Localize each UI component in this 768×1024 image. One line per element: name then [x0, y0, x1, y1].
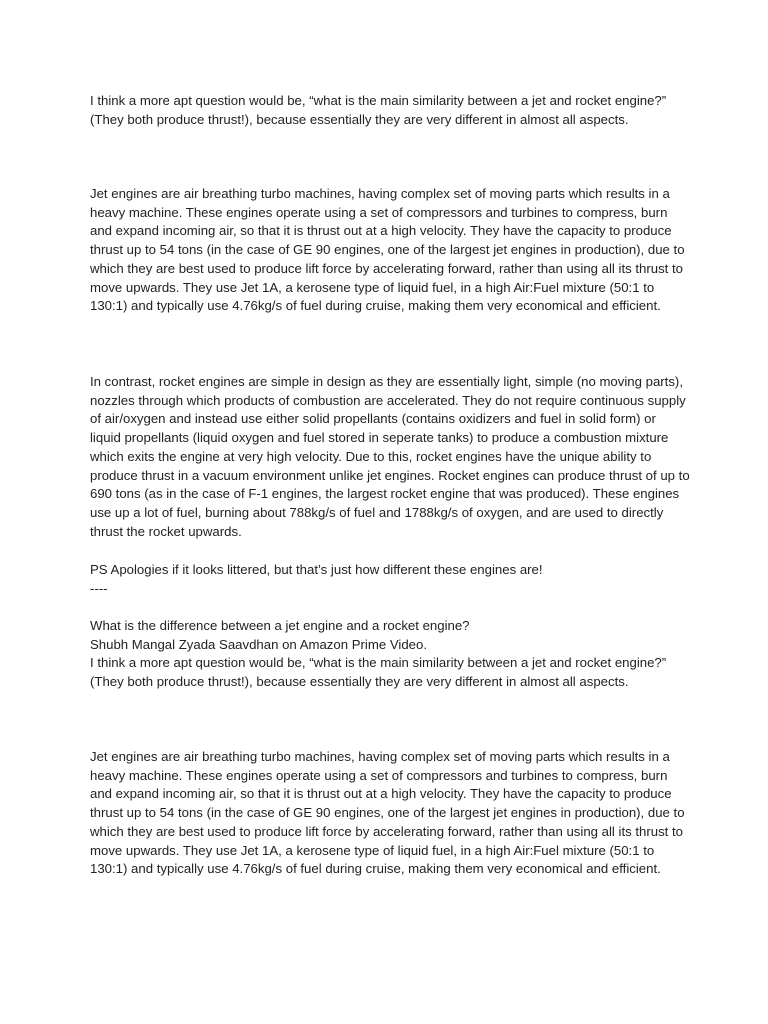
paragraph-jet-engines-repeat: Jet engines are air breathing turbo machines, having complex set of moving parts which results in a heavy machine. These engines operate using a set of compressors and turbines to compress, burn and expand incoming air, so that it is thrust out at a high velocity. They have the capacity to produce thrust up to 54 tons (in the case of GE 90 engines, one of the largest jet engines in production), due to which they are best used to produce lift force by accelerating forward, rather than using all its thrust to move upwards. They use Jet 1A, a kerosene type of liquid fuel, in a high Air:Fuel mixture (50:1 to 130:1) and typically use 4.76kg/s of fuel during cruise, making them very economical and efficient.	[90, 749, 685, 877]
paragraph-jet-engines: Jet engines are air breathing turbo machines, having complex set of moving parts which results in a heavy machine. These engines operate using a set of compressors and turbines to compress, burn and expand incoming air, so that it is thrust out at a high velocity. They have the capacity to produce thrust up to 54 tons (in the case of GE 90 engines, one of the largest jet engines in production), due to which they are best used to produce lift force by accelerating forward, rather than using all its thrust to move upwards. They use Jet 1A, a kerosene type of liquid fuel, in a high Air:Fuel mixture (50:1 to 130:1) and typically use 4.76kg/s of fuel during cruise, making them very economical and efficient.	[90, 186, 685, 314]
paragraph-question-and-source: What is the difference between a jet engine and a rocket engine? Shubh Mangal Zyada Saavdhan on Amazon Prime Video.	[90, 618, 470, 652]
paragraph-similarity-intro: I think a more apt question would be, “what is the main similarity between a jet and rocket engine?” (They both produce thrust!), because essentially they are very different in almost all aspects.	[90, 93, 667, 127]
paragraph-rocket-engines: In contrast, rocket engines are simple in design as they are essentially light, simple (no moving parts), nozzles through which products of combustion are accelerated. They do not require continuous supply of air/oxygen and instead use either solid propellants (contains oxidizers and fuel in solid form) or liquid propellants (liquid oxygen and fuel stored in seperate tanks) to produce a combustion mixture which exits the engine at very high velocity. Due to this, rocket engines have the unique ability to produce thrust in a vacuum environment unlike jet engines. Rocket engines can produce thrust of up to 690 tons (as in the case of F-1 engines, the largest rocket engine that was produced). These engines use up a lot of fuel, burning about 788kg/s of fuel and 1788kg/s of oxygen, and are used to directly thrust the rocket upwards.	[90, 374, 690, 539]
paragraph-similarity-intro-repeat: I think a more apt question would be, “what is the main similarity between a jet and rocket engine?” (They both produce thrust!), because essentially they are very different in almost all aspects.	[90, 655, 667, 689]
paragraph-postscript: PS Apologies if it looks littered, but that’s just how different these engines are! ----	[90, 562, 543, 596]
